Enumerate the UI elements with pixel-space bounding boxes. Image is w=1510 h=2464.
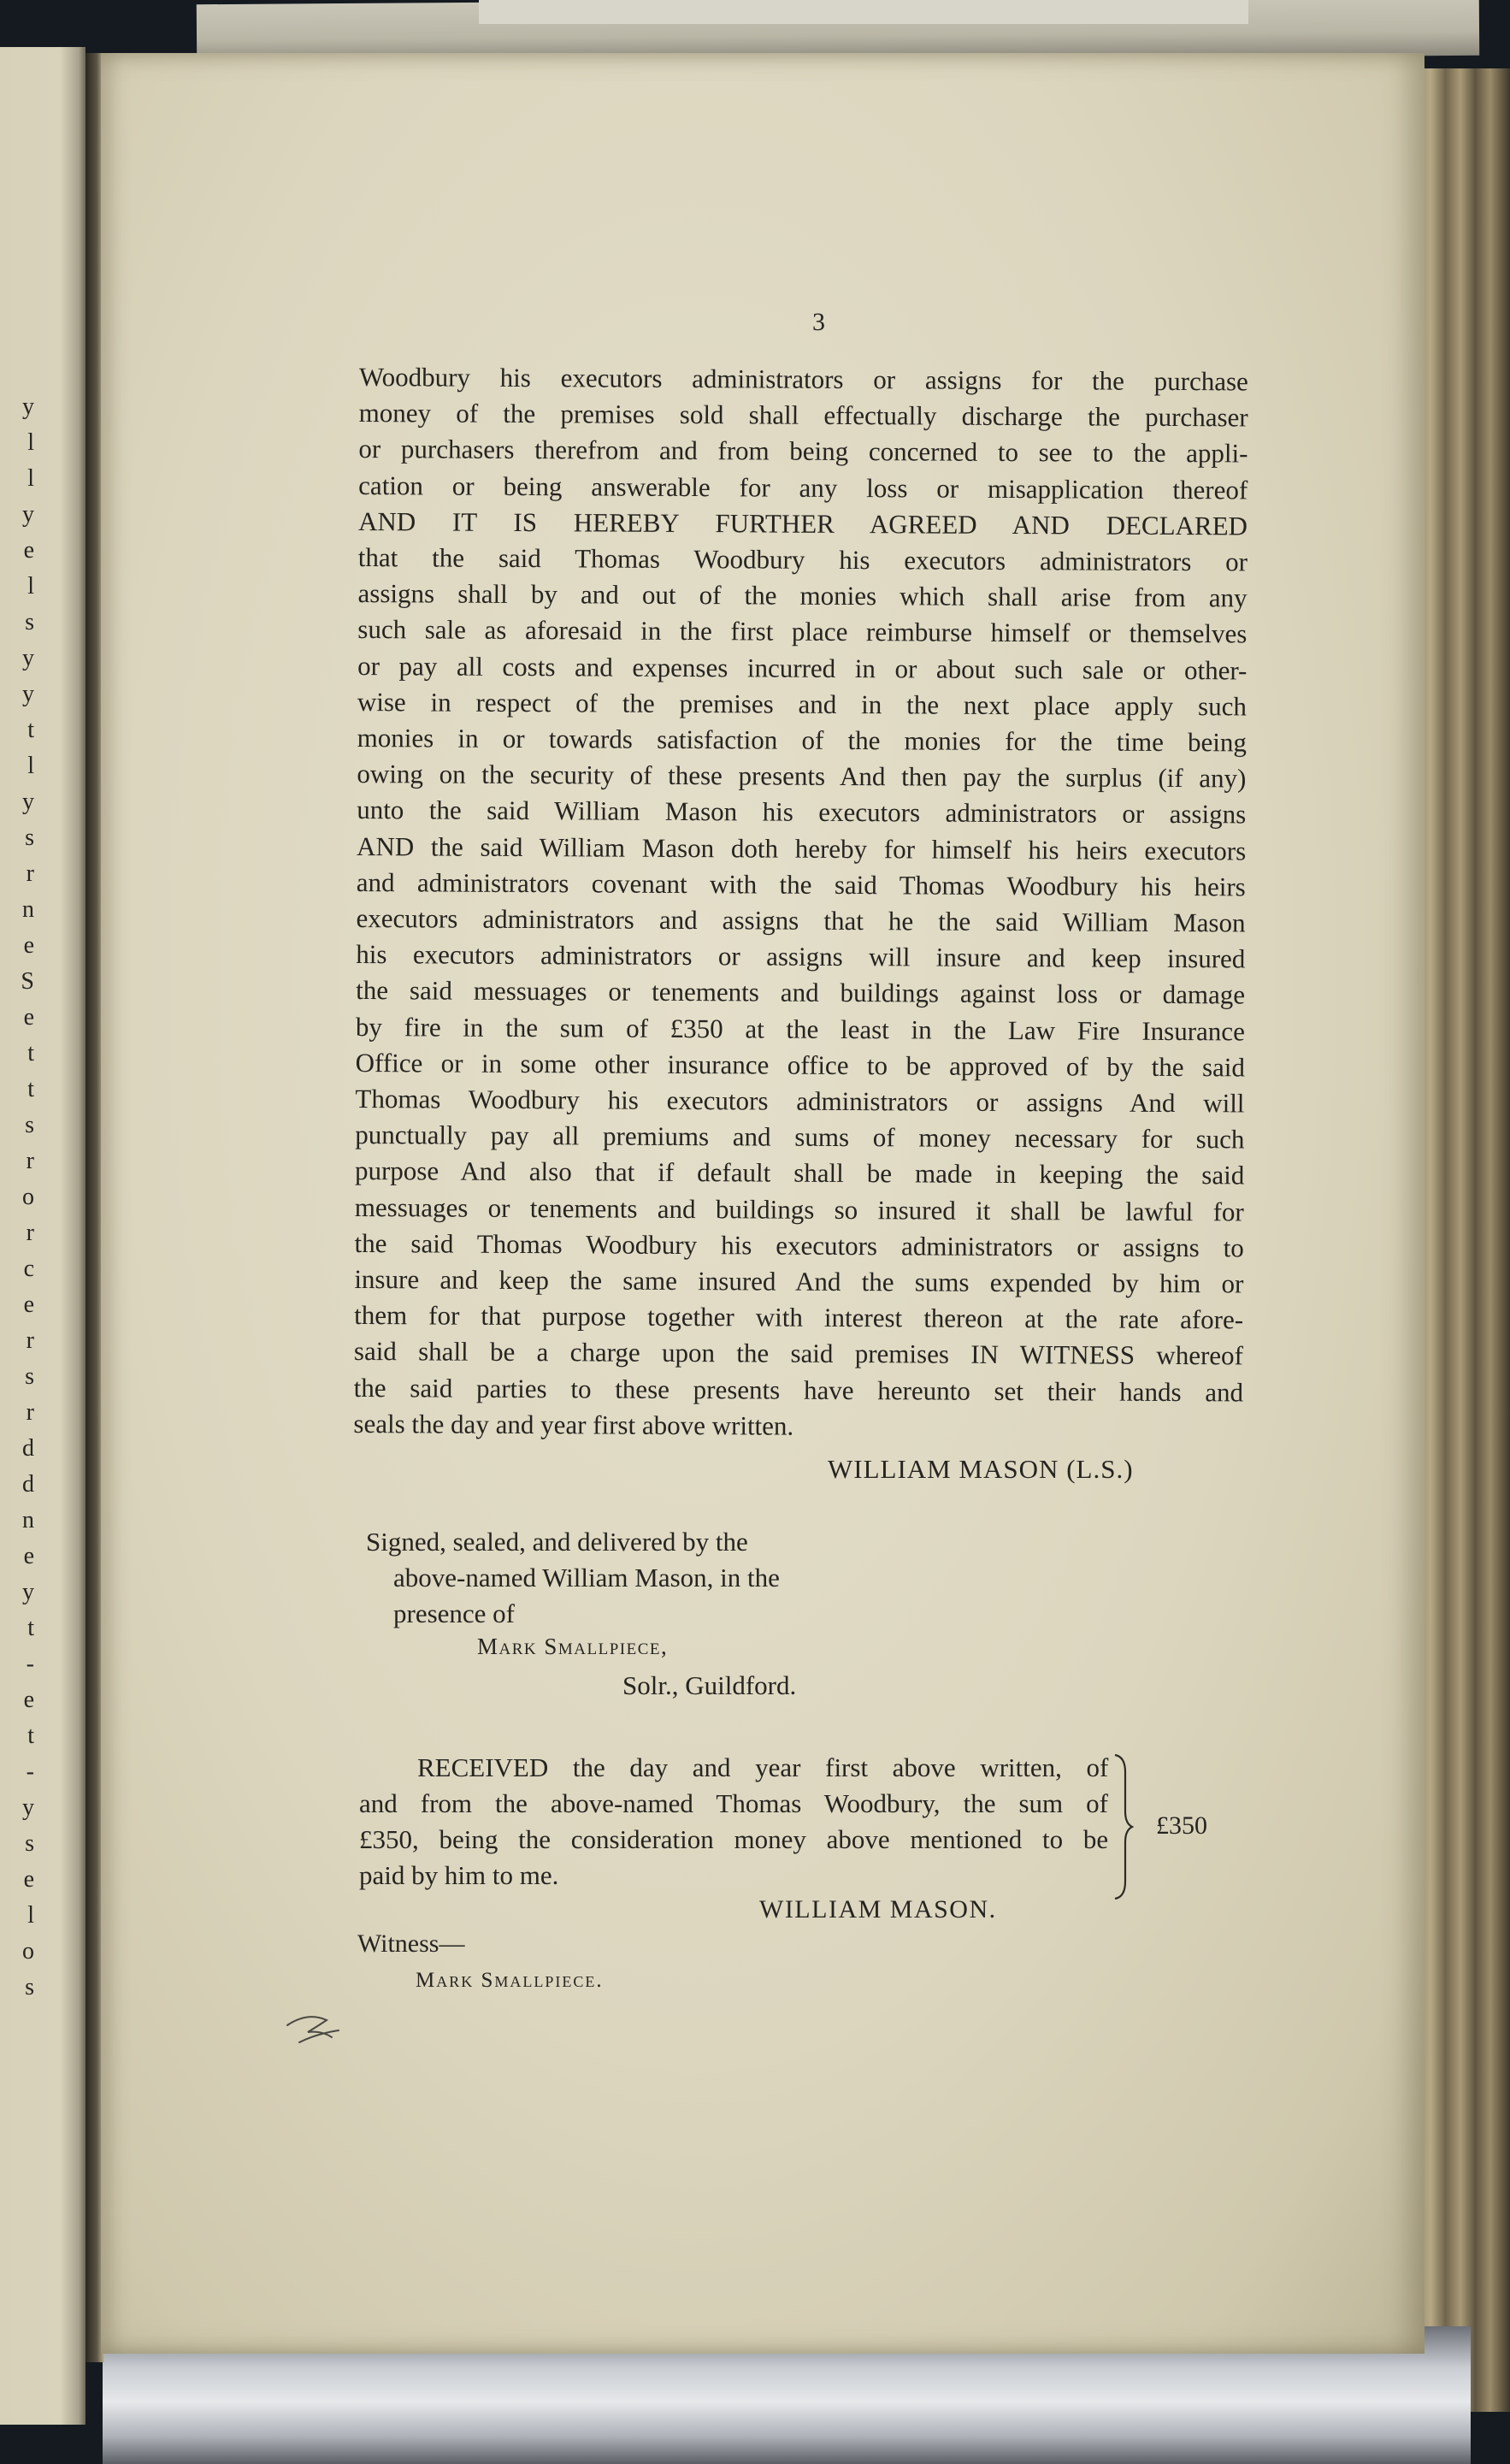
attestation-witness-name: Mark Smallpiece, (477, 1634, 669, 1659)
body-line: and administrators covenant with the said Thomas Woodbury his heirs (356, 866, 1246, 902)
left-page-fragment: - (26, 1758, 34, 1785)
left-page-fragment: e (23, 1543, 34, 1569)
body-line: insure and keep the same insured And the sums expended by him or (354, 1264, 1244, 1299)
body-line: Woodbury his executors administrators or assigns for the purchase (358, 361, 1248, 397)
body-line: the said Thomas Woodbury his executors administrators or assigns to (354, 1227, 1244, 1263)
left-page-fragment: t (27, 1615, 34, 1641)
left-page-fragment: y (22, 501, 34, 528)
left-page-fragment: t (27, 1040, 34, 1067)
top-paper-edge-light (479, 0, 1248, 24)
left-page-fragment: r (26, 1220, 34, 1246)
body-line: executors administrators and assigns that he the said William Mason (356, 903, 1246, 938)
body-line: or pay all costs and expenses incurred in or about such sale or other- (357, 650, 1248, 686)
left-page-fragment: d (22, 1471, 34, 1498)
receipt-line: paid by him to me. (359, 1860, 559, 1890)
left-page-fragment: e (23, 1687, 34, 1713)
body-line: or purchasers therefrom and from being concerned to see to the appli- (358, 434, 1248, 469)
receipt-amount: £350 (1156, 1811, 1207, 1840)
receipt-line: RECEIVED the day and year first above written, of (417, 1752, 1109, 1782)
body-line: messuages or tenements and buildings so insured it shall be lawful for (354, 1191, 1244, 1227)
left-page-fragment: r (26, 1327, 34, 1354)
receipt-text (359, 1750, 1108, 1894)
left-page-fragment: s (25, 1830, 34, 1857)
receipt-signature: WILLIAM MASON. (759, 1895, 997, 1923)
left-page-fragment: o (22, 1938, 34, 1965)
body-line: the said parties to these presents have hereunto set their hands and (353, 1372, 1244, 1408)
left-page-fragment: s (25, 1974, 34, 2000)
attestation-line-1: Signed, sealed, and delivered by the (366, 1527, 748, 1557)
left-page-fragment: S (21, 968, 34, 995)
left-page-fragment: t (27, 1722, 34, 1749)
receipt-line: and from the above-named Thomas Woodbury, the sum of (359, 1788, 1108, 1818)
body-line: such sale as aforesaid in the first place reimburse himself or themselves (357, 614, 1248, 649)
body-line: owing on the security of these presents And then pay the surplus (if any) (357, 759, 1247, 794)
left-facing-page (0, 47, 86, 2425)
left-page-fragment: l (27, 753, 34, 779)
left-page-fragment: y (22, 1794, 34, 1821)
left-page-fragment: e (23, 1866, 34, 1893)
right-page-stack (1411, 68, 1510, 2412)
left-page-fragment: e (23, 1004, 34, 1031)
left-page-fragment: e (23, 1291, 34, 1318)
left-page-fragment: l (27, 429, 34, 456)
left-page-fragment: c (23, 1256, 34, 1282)
body-line: by fire in the sum of £350 at the least in the Law Fire Insurance (355, 1011, 1245, 1047)
body-line: wise in respect of the premises and in the next place apply such (357, 686, 1247, 722)
left-page-fragment: r (26, 860, 34, 887)
attestation-line-2: above-named William Mason, in the (393, 1563, 780, 1592)
body-line: punctually pay all premiums and sums of money necessary for such (355, 1120, 1245, 1155)
left-page-fragment: s (25, 1363, 34, 1390)
left-page-fragment: n (22, 896, 34, 923)
left-page-fragment: l (27, 465, 34, 492)
receipt-brace (1112, 1753, 1134, 1900)
left-page-fragment: y (22, 645, 34, 671)
body-line: AND the said William Mason doth hereby for himself his heirs executors (356, 830, 1247, 866)
left-page-fragment: y (22, 393, 34, 420)
deed-body-text (353, 359, 1248, 1447)
left-page-fragment: e (23, 932, 34, 959)
body-line: monies in or towards satisfaction of the monies for the time being (357, 723, 1248, 758)
body-line: cation or being answerable for any loss or misapplication thereof (358, 470, 1248, 505)
body-line: seals the day and year first above written. (353, 1408, 794, 1441)
left-page-fragment: y (22, 789, 34, 815)
left-page-fragment: o (22, 1184, 34, 1210)
body-line: Thomas Woodbury his executors administrators or assigns And will (355, 1084, 1245, 1119)
left-page-fragment: s (25, 824, 34, 851)
left-page-fragment: t (27, 717, 34, 743)
left-page-fragment: l (27, 573, 34, 600)
attestation-witness-address: Solr., Guildford. (622, 1670, 797, 1700)
body-line: the said messuages or tenements and buildings against loss or damage (356, 975, 1246, 1010)
body-line: said shall be a charge upon the said premises IN WITNESS whereof (353, 1336, 1244, 1371)
attestation-clause (366, 1524, 780, 1632)
body-line: AND IT IS HEREBY FURTHER AGREED AND DECLARED (357, 505, 1248, 541)
receipt-witness-name: Mark Smallpiece. (416, 1969, 604, 1992)
body-line: Office or in some other insurance office to be approved of by the said (355, 1047, 1246, 1083)
left-page-text-fragments (0, 389, 34, 2006)
left-page-fragment: r (26, 1399, 34, 1426)
attestation-line-3: presence of (393, 1598, 515, 1628)
left-page-fragment: l (27, 1902, 34, 1929)
left-page-fragment: d (22, 1435, 34, 1462)
left-page-fragment: - (26, 1651, 34, 1677)
signature-william-mason: WILLIAM MASON (L.S.) (828, 1454, 1134, 1484)
body-line: money of the premises sold shall effectually discharge the purchaser (358, 398, 1248, 433)
page-number: 3 (812, 308, 825, 336)
left-page-fragment: s (25, 609, 34, 635)
left-page-fragment: r (26, 1148, 34, 1174)
left-page-fragment: y (22, 681, 34, 707)
left-page-fragment: s (25, 1112, 34, 1138)
body-line: them for that purpose together with interest thereon at the rate afore- (354, 1300, 1244, 1335)
left-page-fragment: n (22, 1507, 34, 1533)
receipt-line: £350, being the consideration money above mentioned to be (359, 1824, 1109, 1854)
body-line: his executors administrators or assigns will insure and keep insured (356, 939, 1246, 974)
pencil-annotation-mark (282, 2008, 351, 2051)
body-line: assigns shall by and out of the monies which shall arise from any (357, 578, 1248, 613)
left-page-fragment: y (22, 1579, 34, 1605)
body-line: unto the said William Mason his executors administrators or assigns (357, 795, 1247, 830)
receipt-witness-label: Witness— (357, 1929, 465, 1958)
left-page-fragment: t (27, 1076, 34, 1102)
body-line: purpose And also that if default shall be made in keeping the said (354, 1155, 1245, 1191)
body-line: that the said Thomas Woodbury his executors administrators or (357, 542, 1248, 577)
left-page-fragment: e (23, 537, 34, 564)
